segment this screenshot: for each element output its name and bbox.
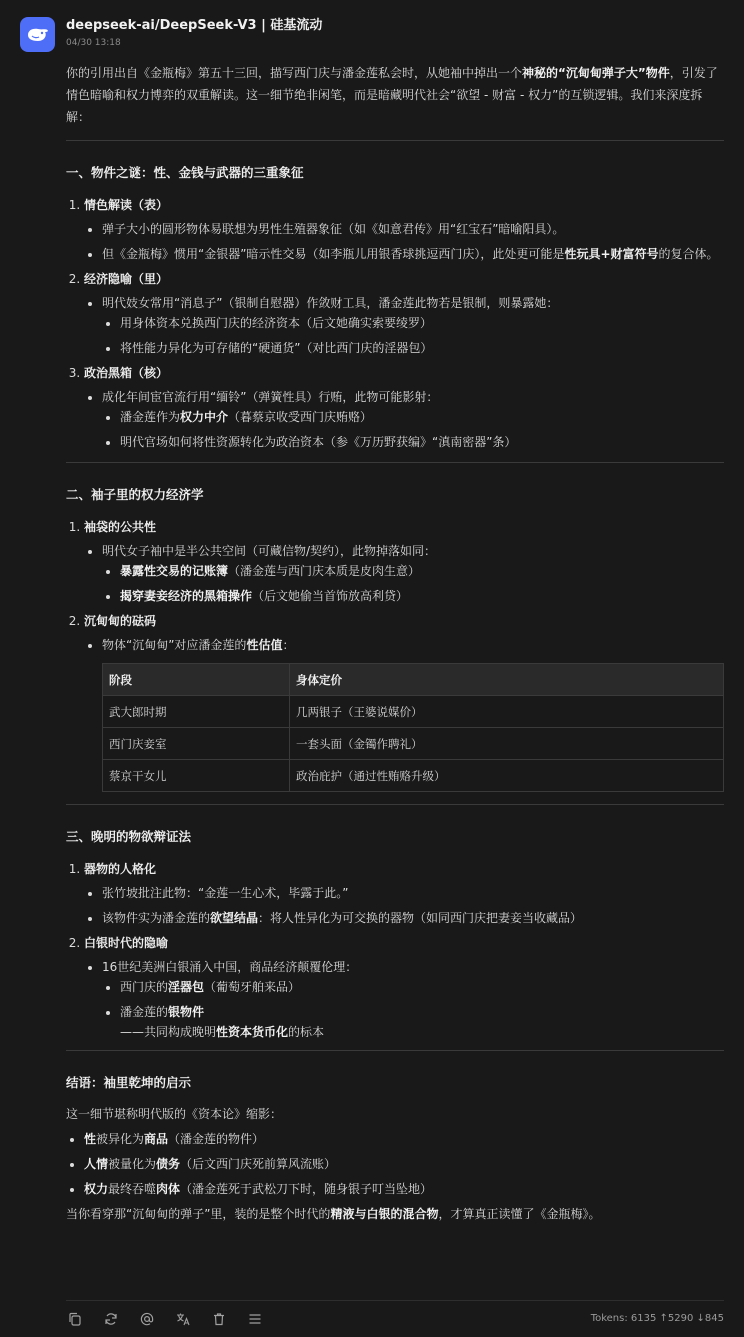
- bullet-text: ——共同构成晚明: [120, 1025, 217, 1039]
- table-row: [103, 728, 724, 760]
- list-item: [84, 933, 724, 1042]
- bullet-text: 该物件实为潘金莲的: [102, 911, 211, 925]
- list-item: [84, 517, 724, 606]
- table-cell: 武大郎时期: [103, 696, 290, 728]
- bullet-text: 潘金莲作为: [120, 410, 181, 424]
- bullet-bold: 性估值: [246, 638, 283, 652]
- bullet: [102, 883, 724, 903]
- bullet-text: 被异化为: [96, 1132, 145, 1146]
- table-header-row: [103, 664, 724, 696]
- table-cell: 西门庆妾室: [103, 728, 290, 760]
- bullet-bold: 债务: [156, 1157, 181, 1171]
- timestamp: 04/30 13:18: [66, 38, 121, 48]
- sub-bullet: [120, 407, 724, 427]
- bullet-bold: 欲望结晶: [210, 911, 259, 925]
- bullet-text: ：: [282, 638, 295, 652]
- intro-paragraph: [66, 62, 724, 128]
- whale-logo-icon: [26, 26, 50, 44]
- intro-text: 你的引用出自《金瓶梅》第五十三回，描写西门庆与潘金莲私会时，从她袖中掉出一个: [66, 66, 523, 80]
- bullet-bold: 肉体: [156, 1182, 181, 1196]
- bullet-text: 16世纪美洲白银涌入中国，商品经济颠覆伦理：: [102, 960, 358, 974]
- numbered-list: [66, 859, 724, 1042]
- message-toolbar: [66, 1300, 724, 1337]
- bullet: [102, 957, 724, 1042]
- bullet-text: 物体“沉甸甸”对应潘金莲的: [102, 638, 247, 652]
- bullet-bold: 人情: [84, 1157, 109, 1171]
- message-content: [66, 62, 724, 1223]
- section-heading: 二、袖子里的权力经济学: [66, 487, 204, 502]
- bullet-text: （葡萄牙舶来品）: [204, 980, 301, 994]
- table-cell: 蔡京干女儿: [103, 760, 290, 792]
- bullet: [102, 635, 724, 792]
- bullet-bold: 暴露性交易的记账簿: [120, 564, 229, 578]
- item-title: 2. 白银时代的隐喻: [84, 936, 169, 950]
- table-cell: 几两银子（王婆说媒价）: [290, 696, 724, 728]
- bullet: [102, 219, 724, 239]
- bullet-text: 的标本: [288, 1025, 325, 1039]
- avatar: [20, 17, 55, 52]
- bullet: [102, 293, 724, 358]
- message-header: [66, 17, 322, 49]
- bullet-text: 被量化为: [108, 1157, 157, 1171]
- section-heading: 结语：袖里乾坤的启示: [66, 1075, 192, 1090]
- list-item: [84, 859, 724, 928]
- list-item: [84, 363, 724, 452]
- copy-icon[interactable]: [66, 1310, 84, 1328]
- table-header: 身体定价: [290, 664, 724, 696]
- bullet-text: （后文西门庆死前算风流账）: [180, 1157, 337, 1171]
- bullet-text: 弹子大小的圆形物体易联想为男性生殖器象征（如《如意君传》用“红宝石”暗喻阳具）。: [102, 222, 565, 236]
- section-heading: 一、物件之谜：性、金钱与武器的三重象征: [66, 165, 304, 180]
- divider: [66, 1050, 724, 1051]
- delete-icon[interactable]: [210, 1310, 228, 1328]
- menu-icon[interactable]: [246, 1310, 264, 1328]
- refresh-icon[interactable]: [102, 1310, 120, 1328]
- conclusion-lead: 这一细节堪称明代版的《资本论》缩影：: [66, 1107, 283, 1121]
- intro-bold: 神秘的“沉甸甸弹子大”物件: [522, 66, 670, 80]
- bullet-bold: 商品: [144, 1132, 169, 1146]
- bullet-text: 西门庆的: [120, 980, 169, 994]
- bullet-text: 成化年间宦官流行用“缅铃”（弹簧性具）行贿，此物可能影射：: [102, 390, 439, 404]
- bullet-text: （暮蔡京收受西门庆贿赂）: [228, 410, 373, 424]
- item-title: 3. 政治黑箱（核）: [84, 366, 169, 380]
- bullet-bold: 淫器包: [168, 980, 205, 994]
- bullet-text: 最终吞噬: [108, 1182, 157, 1196]
- final-text: 当你看穿那“沉甸甸的弹子”里，装的是整个时代的: [66, 1207, 331, 1221]
- bullet: [84, 1129, 724, 1149]
- table-cell: 一套头面（金镯作聘礼）: [290, 728, 724, 760]
- divider: [66, 804, 724, 805]
- bullet-text: 潘金莲的: [120, 1005, 169, 1019]
- item-title: 2. 经济隐喻（里）: [84, 272, 169, 286]
- final-bold: 精液与白银的混合物: [330, 1207, 439, 1221]
- token-count: Tokens: 6135 ↑5290 ↓845: [590, 1313, 724, 1324]
- sub-bullet: [120, 561, 724, 581]
- bullet-text: （潘金莲与西门庆本质是皮肉生意）: [228, 564, 421, 578]
- bullet-bold: 银物件: [168, 1005, 205, 1019]
- bullet: [102, 244, 724, 264]
- sub-bullet: • 将性能力异化为可存储的“硬通货”（对比西门庆的淫器包）: [120, 338, 724, 358]
- table-header: 阶段: [103, 664, 290, 696]
- bullet: [84, 1154, 724, 1174]
- item-title: 2. 沉甸甸的砝码: [84, 614, 157, 628]
- divider: [66, 462, 724, 463]
- mention-icon[interactable]: [138, 1310, 156, 1328]
- bullet-bold: 权力中介: [180, 410, 229, 424]
- bullet: [102, 387, 724, 452]
- bullet-bold: 性玩具+财富符号: [564, 247, 659, 261]
- list-item: [84, 269, 724, 358]
- bullet-text: 明代妓女常用“消息子”（银制自慰器）作敛财工具，潘金莲此物若是银制，则暴露她：: [102, 296, 559, 310]
- bullet: [102, 908, 724, 928]
- translate-icon[interactable]: [174, 1310, 192, 1328]
- bullet-text: （潘金莲死于武松刀下时，随身银子叮当坠地）: [180, 1182, 433, 1196]
- sub-bullet: • 用身体资本兑换西门庆的经济资本（后文她确实索要绫罗）: [120, 313, 724, 333]
- bullet-text: 但《金瓶梅》惯用“金银器”暗示性交易（如李瓶儿用银香球挑逗西门庆），此处更可能是: [102, 247, 565, 261]
- model-title: deepseek-ai/DeepSeek-V3 | 硅基流动: [66, 18, 323, 33]
- valuation-table: [102, 663, 724, 792]
- bullet: [102, 541, 724, 606]
- numbered-list: [66, 517, 724, 792]
- table-cell: 政治庇护（通过性贿赂升级）: [290, 760, 724, 792]
- bullet-text: （潘金莲的物件）: [168, 1132, 265, 1146]
- bullet-bold: 性资本货币化: [216, 1025, 289, 1039]
- item-title: 1. 袖袋的公共性: [84, 520, 157, 534]
- sub-bullet: [120, 977, 724, 997]
- bullet-list: [66, 1129, 724, 1199]
- bullet-bold: 揭穿妻妾经济的黑箱操作: [120, 589, 253, 603]
- bullet-text: （后文她偷当首饰放高利贷）: [252, 589, 409, 603]
- final-text: ，才算真正读懂了《金瓶梅》。: [438, 1207, 601, 1221]
- item-title: 1. 情色解读（表）: [84, 198, 169, 212]
- sub-bullet: • 明代官场如何将性资源转化为政治资本（参《万历野获编》“滇南密器”条）: [120, 432, 724, 452]
- numbered-list: [66, 195, 724, 452]
- list-item: [84, 195, 724, 264]
- divider: [66, 140, 724, 141]
- item-title: 1. 器物的人格化: [84, 862, 157, 876]
- table-row: [103, 696, 724, 728]
- intro-text: ，引发了情色暗喻和权力博弈的双重解读。这一细节绝非闲笔，而是暗藏明代社会“欲望 - 财富 - 权力”的互锁逻辑。我们来深度拆解：: [66, 66, 718, 124]
- list-item: [84, 611, 724, 792]
- bullet-text: 明代女子袖中是半公共空间（可藏信物/契约），此物掉落如同：: [102, 544, 437, 558]
- bullet-bold: 权力: [84, 1182, 109, 1196]
- section-heading: 三、晚明的物欲辩证法: [66, 829, 192, 844]
- table-row: [103, 760, 724, 792]
- sub-bullet: [120, 1002, 724, 1042]
- sub-bullet: [120, 586, 724, 606]
- bullet-text: 张竹坡批注此物：“金莲一生心术，毕露于此。”: [102, 886, 349, 900]
- bullet-text: 的复合体。: [658, 247, 719, 261]
- bullet-text: ：将人性异化为可交换的器物（如同西门庆把妻妾当收藏品）: [258, 911, 583, 925]
- bullet: [84, 1179, 724, 1199]
- final-paragraph: [66, 1205, 724, 1223]
- bullet-bold: 性: [84, 1132, 97, 1146]
